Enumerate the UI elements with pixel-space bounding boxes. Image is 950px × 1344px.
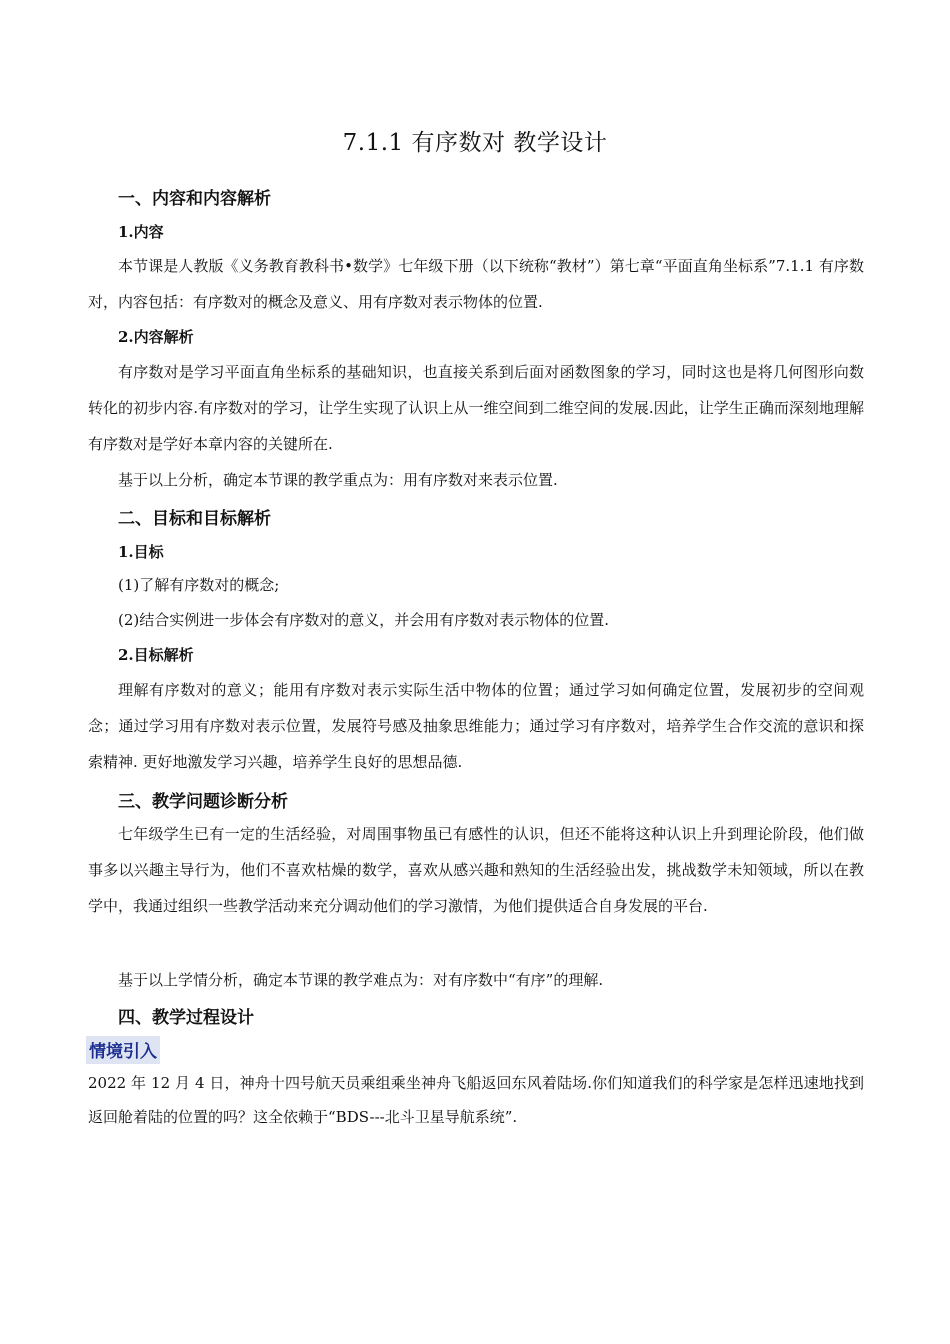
situation-tag: 情境引入 [86, 1036, 160, 1064]
subheading-content-analysis: 2.内容解析 [118, 328, 194, 346]
goal-item-1: (1)了解有序数对的概念; [118, 576, 280, 594]
section-heading-diagnosis: 三、教学问题诊断分析 [118, 792, 288, 812]
paragraph-difficulty: 基于以上学情分析，确定本节课的教学难点为：对有序数中“有序”的理解. [118, 971, 604, 989]
paragraph-goals-analysis: 理解有序数对的意义；能用有序数对表示实际生活中物体的位置；通过学习如何确定位置，发展初步的空间观念；通过学习用有序数对表示位置，发展符号感及抽象思维能力；通过学习有序数对，培养学生合作交流的意识和探索精神. 更好地激发学习兴趣，培养学生良好的思想品德. [88, 681, 864, 771]
paragraph-content: 本节课是人教版《义务教育教科书•数学》七年级下册（以下统称“教材”）第七章“平面直角坐标系”7.1.1 有序数对，内容包括：有序数对的概念及意义、用有序数对表示物体的位置. [88, 257, 864, 311]
page-title: 7.1.1 有序数对 教学设计 [342, 130, 608, 156]
paragraph-situation: 2022 年 12 月 4 日，神舟十四号航天员乘组乘坐神舟飞船返回东风着陆场.你们知道我们的科学家是怎样迅速地找到返回舱着陆的位置的吗？这全依赖于“BDS---北斗卫星导航系统”. [88, 1074, 864, 1126]
section-heading-goals: 二、目标和目标解析 [118, 509, 271, 529]
subheading-goals: 1.目标 [118, 543, 164, 561]
paragraph-diagnosis: 七年级学生已有一定的生活经验，对周围事物虽已有感性的认识，但还不能将这种认识上升到理论阶段，他们做事多以兴趣主导行为，他们不喜欢枯燥的数学，喜欢从感兴趣和熟知的生活经验出发，挑战数学未知领域，所以在教学中，我通过组织一些教学活动来充分调动他们的学习激情，为他们提供适合自身发展的平台. [88, 825, 864, 915]
goal-item-2: (2)结合实例进一步体会有序数对的意义，并会用有序数对表示物体的位置. [118, 611, 610, 629]
section-heading-content: 一、内容和内容解析 [118, 189, 271, 209]
paragraph-content-analysis: 有序数对是学习平面直角坐标系的基础知识，也直接关系到后面对函数图象的学习，同时这也是将几何图形向数转化的初步内容.有序数对的学习，让学生实现了认识上从一维空间到二维空间的发展.因此，让学生正确而深刻地理解有序数对是学好本章内容的关键所在. [88, 363, 864, 453]
section-heading-process: 四、教学过程设计 [118, 1008, 254, 1028]
paragraph-key-point: 基于以上分析，确定本节课的教学重点为：用有序数对来表示位置. [118, 471, 558, 489]
subheading-content: 1.内容 [118, 223, 164, 241]
subheading-goals-analysis: 2.目标解析 [118, 646, 194, 664]
